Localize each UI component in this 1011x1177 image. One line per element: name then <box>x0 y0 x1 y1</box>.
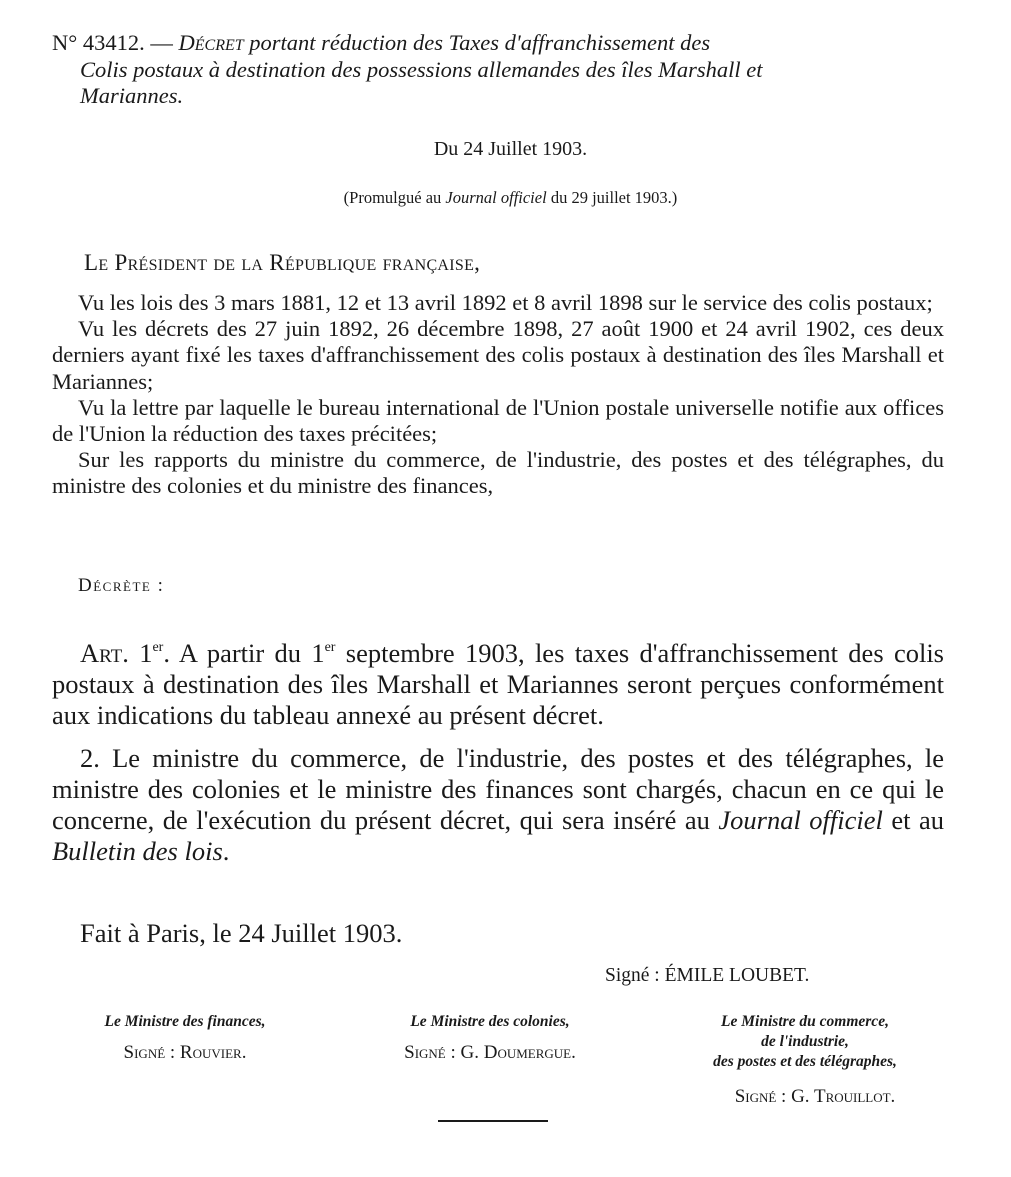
article-1-text-b: septembre 1903, les taxes d'affranchissement des colis postaux à destination des îles Marshall et Mariannes seront perçues conformément aux indications du tableau annexé au présent décret. <box>52 638 944 730</box>
article-1-label-sup: er <box>152 640 164 655</box>
minister-commerce-signature: Signé : G. Trouillot. <box>734 1086 896 1107</box>
article-2-journal: Journal officiel <box>718 805 883 835</box>
article-2 <box>52 743 944 867</box>
minister-colonies-signature: Signé : G. Doumergue. <box>404 1042 576 1063</box>
considerant-4: Sur les rapports du ministre du commerce, de l'industrie, des postes et des télégraphes, du ministre des colonies et du ministre des finances, <box>52 447 944 499</box>
minister-commerce-role-1: Le Ministre du commerce, <box>721 1013 889 1030</box>
article-1 <box>52 632 944 731</box>
minister-finances-signature: Signé : Rouvier. <box>123 1042 247 1063</box>
decree-number: N° 43412. — <box>52 30 173 55</box>
header-line-2: Colis postaux à destination des possessions allemandes des îles Marshall et <box>80 56 763 82</box>
considerant-1: Vu les lois des 3 mars 1881, 12 et 13 avril 1892 et 8 avril 1898 sur le service des colis postaux; <box>78 290 933 315</box>
header-line-1-rest: portant réduction des Taxes d'affranchissement des <box>243 30 711 55</box>
article-2-text-mid: et au <box>882 805 945 835</box>
minister-finances-role: Le Ministre des finances, <box>104 1013 266 1030</box>
fait-a-paris: Fait à Paris, le 24 Juillet 1903. <box>80 918 403 948</box>
article-2-text-end: . <box>222 836 230 866</box>
minister-commerce-role-3: des postes et des télégraphes, <box>713 1053 897 1070</box>
considerant-2: Vu les décrets des 27 juin 1892, 26 décembre 1898, 27 août 1900 et 24 avril 1902, ces deux derniers ayant fixé les taxes d'affranchissement des colis postaux à destination des îles Marshall et Mariannes; <box>52 316 944 394</box>
article-2-bulletin: Bulletin des lois <box>52 836 223 866</box>
header-line-3: Mariannes. <box>80 83 184 108</box>
promulgation-suffix: du 29 juillet 1903.) <box>546 188 678 207</box>
article-1-label: Art. 1 <box>80 638 153 668</box>
minister-commerce <box>655 1012 955 1108</box>
articles <box>52 632 944 879</box>
header-line-1 <box>52 30 952 57</box>
minister-commerce-role-2: de l'industrie, <box>761 1033 849 1050</box>
decrete-heading: Décrète : <box>78 575 165 596</box>
minister-colonies-role: Le Ministre des colonies, <box>410 1013 570 1030</box>
decree-header <box>52 30 952 110</box>
minister-colonies <box>355 1012 625 1064</box>
article-1-text-a: . A partir du 1 <box>163 638 325 668</box>
promulgation-journal: Journal officiel <box>445 188 547 207</box>
article-1-text-sup: er <box>324 640 336 655</box>
considerants <box>52 290 944 500</box>
promulgation-prefix: (Promulgué au <box>343 188 446 207</box>
closing-rule <box>438 1120 548 1122</box>
president-signature: Signé : ÉMILE LOUBET. <box>605 965 810 986</box>
article-2-text-a: 2. Le ministre du commerce, de l'industrie, des postes et des télégraphes, le ministre des colonies et le ministre des finances sont chargés, chacun en ce qui le concerne, de l'exécution du présent décret, qui sera inséré au <box>52 743 944 835</box>
considerant-3: Vu la lettre par laquelle le bureau international de l'Union postale universelle notifie aux offices de l'Union la réduction des taxes précitées; <box>52 394 944 447</box>
president-heading: Le Président de la République française, <box>84 250 481 275</box>
promulgation-note <box>0 188 1011 208</box>
decree-date: Du 24 Juillet 1903. <box>433 138 588 160</box>
minister-finances <box>60 1012 310 1064</box>
decree-word: Décret <box>178 30 244 55</box>
